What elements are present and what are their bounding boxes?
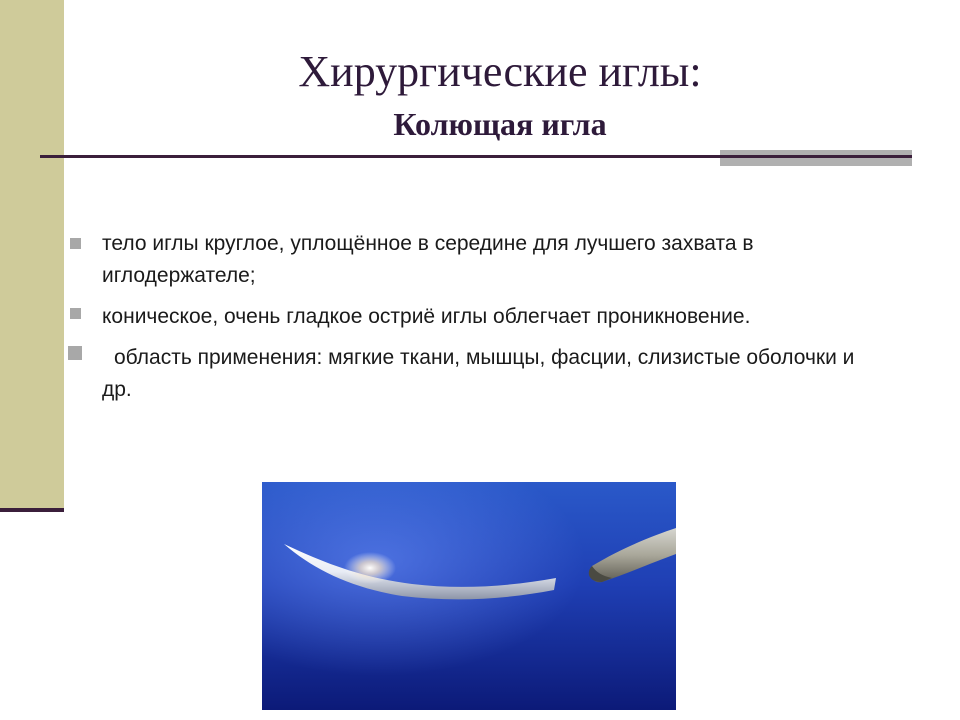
title-rule xyxy=(40,155,912,158)
bullet-square-icon xyxy=(70,308,81,319)
slide-subtitle: Колющая игла xyxy=(393,106,607,142)
bullet-square-icon xyxy=(70,238,81,249)
bullet-text: тело иглы круглое, уплощённое в середине для лучшего захвата в иглодержателе; xyxy=(102,232,754,287)
bullet-square-icon xyxy=(68,346,82,360)
side-bar-underline xyxy=(0,508,64,512)
bullet-item xyxy=(66,298,886,336)
side-accent-bar xyxy=(0,0,64,512)
bullet-text: коническое, очень гладкое остриё иглы облегчает проникновение. xyxy=(102,305,751,328)
slide-title: Хирургические иглы: xyxy=(298,47,702,96)
bullet-list xyxy=(66,228,886,406)
needle-photo xyxy=(262,482,676,710)
bullet-text: область применения: мягкие ткани, мышцы, фасции, слизистые оболочки и др. xyxy=(102,346,855,401)
bullet-item xyxy=(66,228,886,292)
bullet-item xyxy=(66,342,886,406)
title-rule-accent xyxy=(720,150,912,166)
